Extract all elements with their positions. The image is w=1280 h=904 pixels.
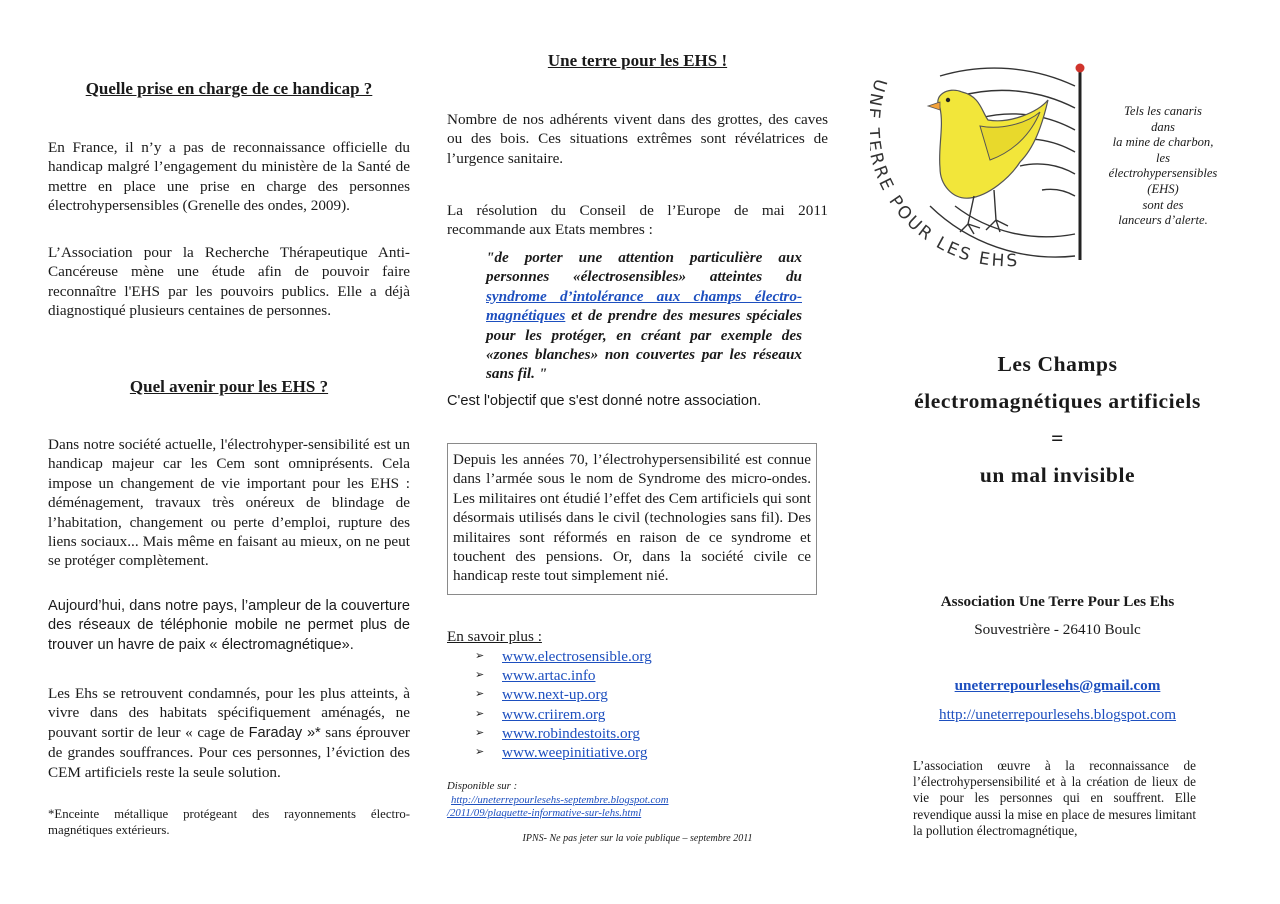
ipns-notice: IPNS- Ne pas jeter sur la voie publique – septembre 2011 <box>522 833 753 844</box>
caption-line: dans <box>1151 119 1175 134</box>
available-url-line1 <box>451 794 669 807</box>
quote-conseil-europe <box>486 248 802 384</box>
paragraph-aujourdhui: Aujourd’hui, dans notre pays, l’ampleur de la couverture des réseaux de téléphonie mobile ne permet plus de trouver un havre de paix « électromagnétique». <box>48 598 410 653</box>
available-url-line2 <box>447 807 641 820</box>
paragraph-artac: L’Association pour la Recherche Thérapeutique Anti-Cancéreuse mène une étude afin de pouvoir faire reconnaître l'EHS par les pouvoirs publics. Elle a déjà diagnostiqué plusieurs centaines de personnes. <box>48 244 410 320</box>
caption-line: (EHS) <box>1147 181 1179 196</box>
paragraph-reconnaissance: En France, il n’y a pas de reconnaissance officielle du handicap malgré l’engagement du ministère de la Santé de mettre en place une prise en charge des personnes électrohypersensibles (Grenelle des ondes, 2009). <box>48 139 410 215</box>
paragraph-objectif: C'est l'objectif que s'est donné notre association. <box>447 393 762 409</box>
blog-line <box>880 706 1235 724</box>
links-list <box>447 647 828 762</box>
heading-avenir: Quel avenir pour les EHS ? <box>129 377 329 396</box>
list-item <box>447 743 828 762</box>
arrow-bullet-icon: ➢ <box>475 669 485 682</box>
link-robindestoits[interactable]: www.robindestoits.org <box>502 724 640 742</box>
faraday-term: Faraday »* <box>248 724 321 741</box>
caption-line: Tels les canaris <box>1124 104 1202 118</box>
title-line: un mal invisible <box>979 463 1136 487</box>
logo-circular-text: RE POUR LES EHS <box>870 163 1021 268</box>
title-line: = <box>1051 426 1064 450</box>
paragraph-condamnes-part1: Les Ehs se retrouvent condamnés, pour les plus atteints, à vivre dans des habitats spécifiquement aménagés, ne pouvant sortir de leur « cage de <box>48 685 410 741</box>
list-item <box>447 705 828 724</box>
quote-part1: "de porter une attention particulière aux personnes «électrosensibles» atteintes du <box>486 249 802 286</box>
plaquette-link[interactable]: http://uneterrepourlesehs-septembre.blogspot.com <box>451 794 669 806</box>
canary-logo-icon <box>870 56 1096 268</box>
info-box-militaires <box>447 443 817 595</box>
quote-part2: et de prendre des mesures spéciales pour les protéger, en créant par exemple des «zones blanches» non couvertes par les réseaux sans fil. <box>486 307 802 383</box>
link-artac[interactable]: www.artac.info <box>502 667 596 685</box>
link-weepinitiative[interactable]: www.weepinitiative.org <box>502 743 648 761</box>
paragraph-adherents: Nombre de nos adhérents vivent dans des grottes, des caves ou des bois. Ces situations extrêmes sont révélatrices de l’urgence sanitaire. <box>447 111 828 167</box>
syndrome-link[interactable]: syndrome d’intolérance aux champs électro-magnétiques <box>486 287 802 325</box>
caption-line: la mine de charbon, <box>1112 135 1214 150</box>
caption-line: lanceurs d’alerte. <box>1118 213 1208 228</box>
association-name: Association Une Terre Pour Les Ehs <box>940 593 1175 610</box>
arrow-bullet-icon: ➢ <box>475 650 485 662</box>
arrow-bullet-icon: ➢ <box>475 688 485 701</box>
learn-more-label: En savoir plus : <box>447 628 542 645</box>
footnote-faraday: *Enceinte métallique protégeant des rayonnements électro-magnétiques extérieurs. <box>48 807 410 838</box>
caption-line: les <box>1156 150 1170 165</box>
arrow-bullet-icon: ➢ <box>475 707 485 720</box>
caption-line: sont des <box>1142 197 1184 212</box>
list-item <box>447 666 828 685</box>
link-criirem[interactable]: www.criirem.org <box>502 705 606 723</box>
paragraph-condamnes <box>48 684 410 782</box>
main-title <box>880 346 1235 494</box>
arrow-bullet-icon: ➢ <box>475 745 485 758</box>
caption-line: électrohypersensibles <box>1108 166 1218 181</box>
plaquette-link-cont[interactable]: /2011/09/plaquette-informative-sur-lehs.html <box>447 807 642 819</box>
email-link[interactable]: uneterrepourlesehs@gmail.com <box>954 677 1161 694</box>
email-line <box>880 677 1235 695</box>
title-line: électromagnétiques artificiels <box>914 389 1201 413</box>
canary-logo-svg <box>870 56 1096 268</box>
list-item <box>447 724 828 743</box>
paragraph-resolution: La résolution du Conseil de l’Europe de mai 2011 recommande aux Etats membres : <box>447 202 828 239</box>
title-line: Les Champs <box>997 352 1118 376</box>
link-electrosensible[interactable]: www.electrosensible.org <box>502 648 652 665</box>
association-mission: L’association œuvre à la reconnaissance de l’électrohypersensibilité et à la création de lieux de vie pour les personnes qui en souffrent. Elle revendique aussi la mise en place de mesures limitant la pollution électromagnétique, <box>913 758 1196 838</box>
paragraph-condamnes-part2: sans éprouver de grandes souffrances. Pour ces personnes, l’éviction des CEM artificiels reste la seule solution. <box>48 723 410 781</box>
heading-prise-en-charge: Quelle prise en charge de ce handicap ? <box>85 79 373 98</box>
arrow-bullet-icon: ➢ <box>475 726 485 739</box>
heading-une-terre: Une terre pour les EHS ! <box>547 51 728 70</box>
association-address: Souvestrière - 26410 Boulc <box>974 621 1141 638</box>
blog-link[interactable]: http://uneterrepourlesehs.blogspot.com <box>938 706 1177 723</box>
canary-caption <box>1098 104 1228 229</box>
available-label: Disponible sur : <box>447 780 518 792</box>
link-next-up[interactable]: www.next-up.org <box>502 686 608 704</box>
info-box-text: Depuis les années 70, l’électrohypersensibilité est connue dans l’armée sous le nom de Syndrome des micro-ondes. Les militaires ont étudié l’effet des Cem artificiels qui sont désormais utilisés dans le civil (technologies sans fil). Des militaires sont réformés en raison de ce syndrome et touchent des pensions. Or, dans la société civile ce handicap reste tout simplement nié. <box>453 451 811 585</box>
list-item <box>447 647 828 666</box>
quote-end: " <box>538 365 548 383</box>
paragraph-societe: Dans notre société actuelle, l'électrohyper-sensibilité est un handicap majeur car les Cem sont omniprésents. Cela impose un changement de vie important pour les EHS : déménagement, travaux très onéreux de blindage de l’habitation, changement ou perte d’emploi, rupture des liens sociaux... Mais même en faisant au mieux, on ne peut se protéger complètement. <box>48 436 410 570</box>
list-item <box>447 685 828 704</box>
